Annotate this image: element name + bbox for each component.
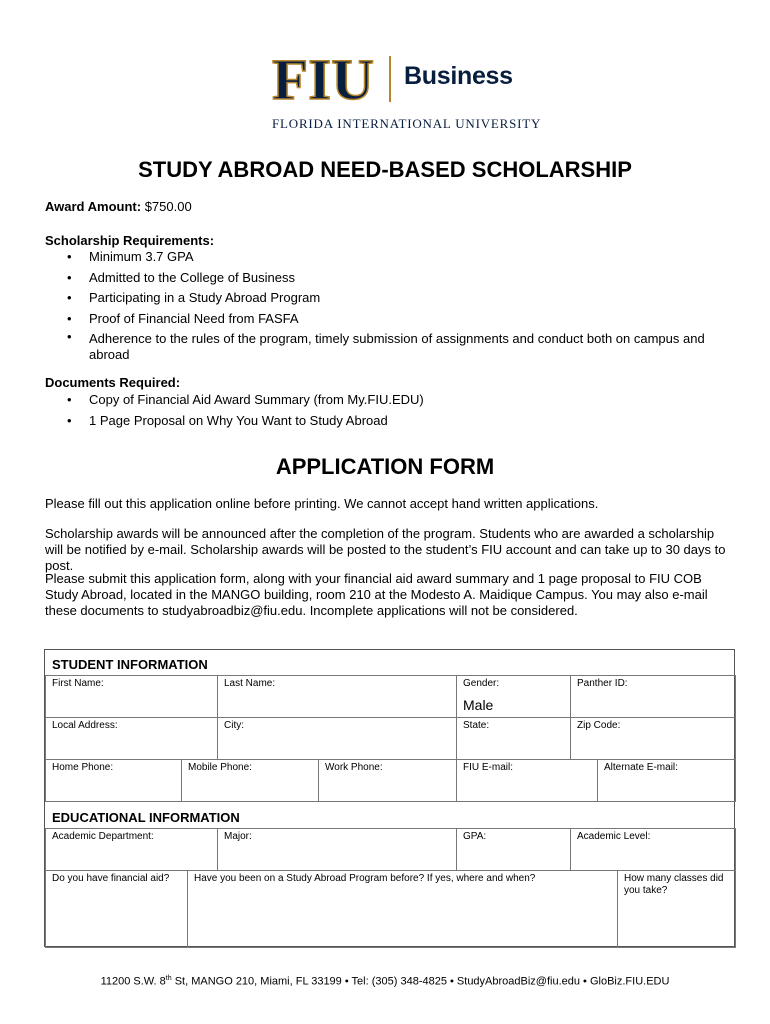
home-phone-label: Home Phone: [52,762,114,773]
classes-taken-field[interactable] [617,870,736,948]
page-title: STUDY ABROAD NEED-BASED SCHOLARSHIP [138,157,632,182]
previous-program-field[interactable] [187,870,618,948]
academic-department-label: Academic Department: [52,831,154,842]
student-info-heading: STUDENT INFORMATION [52,657,208,672]
documents-heading: Documents Required: [45,375,181,390]
financial-aid-field[interactable] [45,870,188,948]
list-item: • 1 Page Proposal on Why You Want to Study Abroad [45,411,735,432]
local-address-label: Local Address: [52,720,118,731]
gender-value: Male [463,697,494,713]
state-label: State: [463,720,490,731]
gpa-label: GPA: [463,831,487,842]
instructions-paragraph: Please fill out this application online before printing. We cannot accept hand written applications. [45,496,599,511]
last-name-field[interactable] [217,675,457,718]
requirements-list [45,247,735,365]
logo-business: Business [404,62,513,90]
fiu-email-field[interactable] [456,759,598,802]
application-form [44,649,735,947]
list-item: • Participating in a Study Abroad Program [45,288,735,309]
list-item: • Admitted to the College of Business [45,268,735,289]
list-item: • Minimum 3.7 GPA [45,247,735,268]
footer-address-suffix: th [165,975,172,982]
work-phone-field[interactable] [318,759,457,802]
last-name-label: Last Name: [224,678,276,689]
city-label: City: [224,720,244,731]
list-item: • Copy of Financial Aid Award Summary (from My.FIU.EDU) [45,390,735,411]
university-name: FLORIDA INTERNATIONAL UNIVERSITY [272,116,542,131]
state-field[interactable] [456,717,571,760]
academic-department-field[interactable] [45,828,218,871]
requirements-heading: Scholarship Requirements: [45,233,215,248]
application-title: APPLICATION FORM [275,454,495,479]
academic-level-field[interactable] [570,828,736,871]
panther-id-field[interactable] [570,675,736,718]
gpa-field[interactable] [456,828,571,871]
education-info-heading: EDUCATIONAL INFORMATION [52,810,240,825]
list-item: • Proof of Financial Need from FASFA [45,309,735,330]
major-field[interactable] [217,828,457,871]
documents-list [45,390,735,431]
academic-level-label: Academic Level: [577,831,651,842]
city-field[interactable] [217,717,457,760]
major-label: Major: [224,831,252,842]
footer-address: 11200 S.W. 8 [100,975,166,988]
first-name-label: First Name: [52,678,104,689]
panther-id-label: Panther ID: [577,678,628,689]
footer-website[interactable]: GloBiz.FIU.EDU [589,975,670,988]
submission-paragraph: Please submit this application form, along with your financial aid award summary and 1 page proposal to FIU COB Study Abroad, located in the MANGO building, room 210 at the Modesto A. Maidique Campus. You may also e-mail these documents to studyabroadbiz@fiu.edu. Incomplete applications will not be considered. [45,571,708,618]
fiu-email-label: FIU E-mail: [463,762,513,773]
previous-program-label: Have you been on a Study Abroad Program before? If yes, where and when? [194,873,536,884]
first-name-field[interactable] [45,675,218,718]
classes-taken-label: How many classes did you take? [624,873,724,896]
list-item: • Adherence to the rules of the program, timely submission of assignments and conduct both on campus and abroad [45,329,735,365]
award-label: Award Amount: [45,199,142,214]
work-phone-label: Work Phone: [325,762,383,773]
announcement-paragraph: Scholarship awards will be announced after the completion of the program. Students who are awarded a scholarship will be notified by e-mail. Scholarship awards will be posted to the student’s FIU account and can take up to 30 days to post. [45,526,726,573]
award-value: $750.00 [144,199,192,214]
footer-contact: St, MANGO 210, Miami, FL 33199 • Tel: (305) 348-4825 • StudyAbroadBiz@fiu.edu [171,975,580,988]
alternate-email-label: Alternate E-mail: [604,762,678,773]
gender-label: Gender: [463,678,500,689]
home-phone-field[interactable] [45,759,182,802]
financial-aid-label: Do you have financial aid? [52,873,170,884]
zip-code-label: Zip Code: [577,720,621,731]
mobile-phone-field[interactable] [181,759,319,802]
fiu-logo-text: FIU [272,52,374,104]
footer-separator: • [580,975,590,988]
footer [0,975,770,988]
local-address-field[interactable] [45,717,218,760]
logo-divider [389,56,391,102]
zip-code-field[interactable] [570,717,736,760]
fiu-logo [272,52,374,104]
gender-field[interactable] [456,675,571,718]
alternate-email-field[interactable] [597,759,736,802]
mobile-phone-label: Mobile Phone: [188,762,252,773]
award-amount [45,199,192,215]
